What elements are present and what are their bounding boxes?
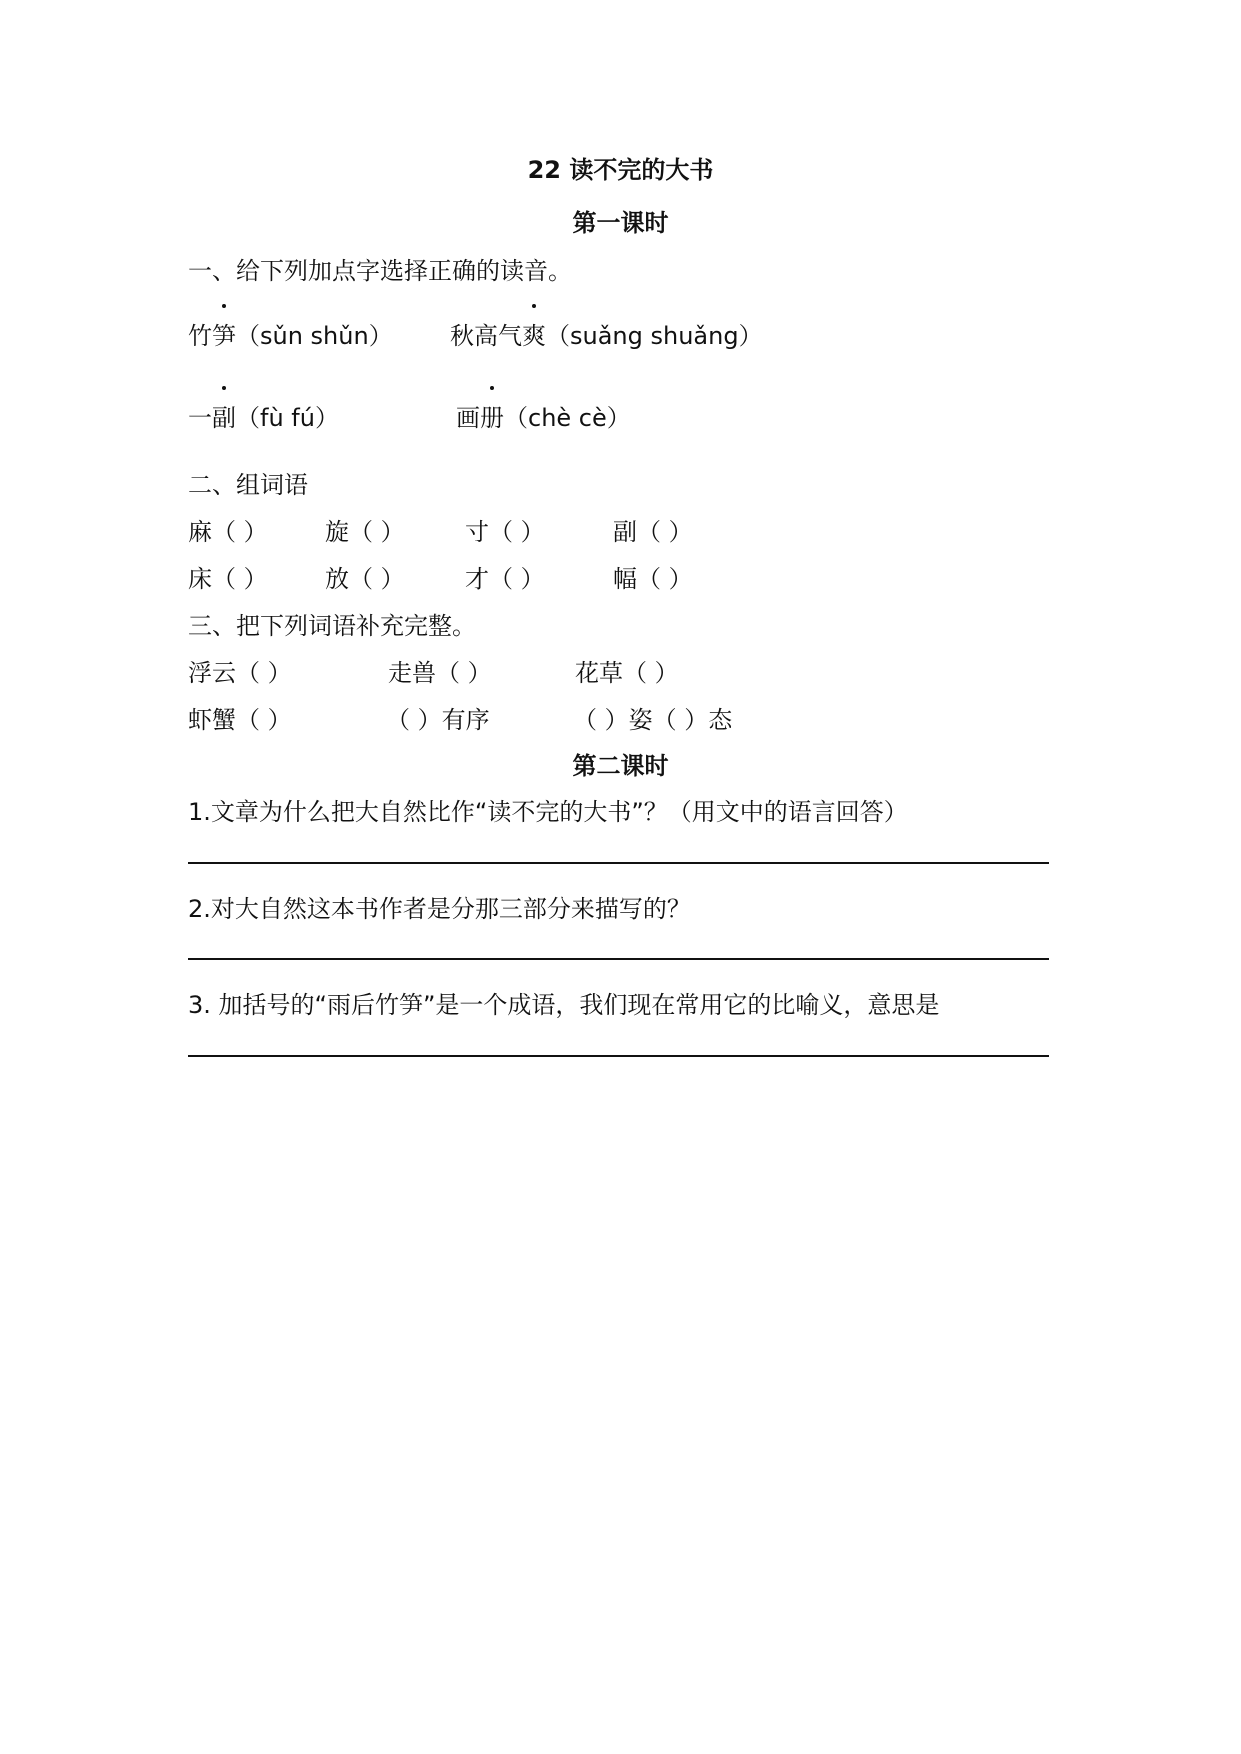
word-group-item: 副（ ） bbox=[613, 518, 693, 546]
phrase-item: （ ）姿（ ）态 bbox=[573, 706, 733, 734]
period2-title: 第二课时 bbox=[572, 752, 669, 780]
phrase-item: （ ）有序 bbox=[386, 706, 490, 734]
dotted-char: 笋 bbox=[212, 316, 236, 351]
pinyin-item-4 bbox=[456, 398, 631, 433]
word-group-item: 幅（ ） bbox=[613, 565, 693, 593]
phrase-item: 浮云（ ） bbox=[188, 659, 292, 687]
pinyin-item-3 bbox=[188, 398, 339, 433]
section1-heading: 一、给下列加点字选择正确的读音。 bbox=[188, 257, 572, 285]
dotted-char: 册 bbox=[480, 398, 504, 433]
question-2: 2.对大自然这本书作者是分那三部分来描写的？ bbox=[188, 895, 691, 923]
question-1: 1.文章为什么把大自然比作“读不完的大书”？（用文中的语言回答） bbox=[188, 798, 908, 826]
pinyin-item-prefix: 一 bbox=[188, 404, 212, 432]
word-group-item: 床（ ） bbox=[188, 565, 268, 593]
section3-heading: 三、把下列词语补充完整。 bbox=[188, 612, 476, 640]
word-group-item: 麻（ ） bbox=[188, 518, 268, 546]
dotted-char: 爽 bbox=[522, 316, 546, 351]
pinyin-item-1 bbox=[188, 316, 393, 351]
phrase-item: 走兽（ ） bbox=[388, 659, 492, 687]
emphasis-dot bbox=[222, 386, 226, 390]
pinyin-item-prefix: 秋高气 bbox=[450, 322, 522, 350]
answer-line-3 bbox=[188, 1055, 1049, 1057]
pinyin-options: （fù fú） bbox=[236, 404, 339, 432]
pinyin-options: （sǔn shǔn） bbox=[236, 322, 393, 350]
word-group-item: 寸（ ） bbox=[465, 518, 545, 546]
pinyin-item-prefix: 画 bbox=[456, 404, 480, 432]
section2-heading: 二、组词语 bbox=[188, 471, 308, 499]
phrase-item: 虾蟹（ ） bbox=[188, 706, 292, 734]
answer-line-2 bbox=[188, 958, 1049, 960]
period1-title: 第一课时 bbox=[572, 209, 669, 237]
dotted-char: 副 bbox=[212, 398, 236, 433]
pinyin-item-prefix: 竹 bbox=[188, 322, 212, 350]
emphasis-dot bbox=[222, 304, 226, 308]
lesson-title: 22 读不完的大书 bbox=[527, 156, 714, 184]
emphasis-dot bbox=[532, 304, 536, 308]
word-group-item: 放（ ） bbox=[325, 565, 405, 593]
pinyin-options: （suǎng shuǎng） bbox=[546, 322, 763, 350]
word-group-item: 旋（ ） bbox=[325, 518, 405, 546]
word-group-item: 才（ ） bbox=[465, 565, 545, 593]
pinyin-item-2 bbox=[450, 316, 763, 351]
answer-line-1 bbox=[188, 862, 1049, 864]
question-3: 3. 加括号的“雨后竹笋”是一个成语，我们现在常用它的比喻义，意思是 bbox=[188, 991, 940, 1019]
phrase-item: 花草（ ） bbox=[575, 659, 679, 687]
emphasis-dot bbox=[490, 386, 494, 390]
pinyin-options: （chè cè） bbox=[504, 404, 631, 432]
